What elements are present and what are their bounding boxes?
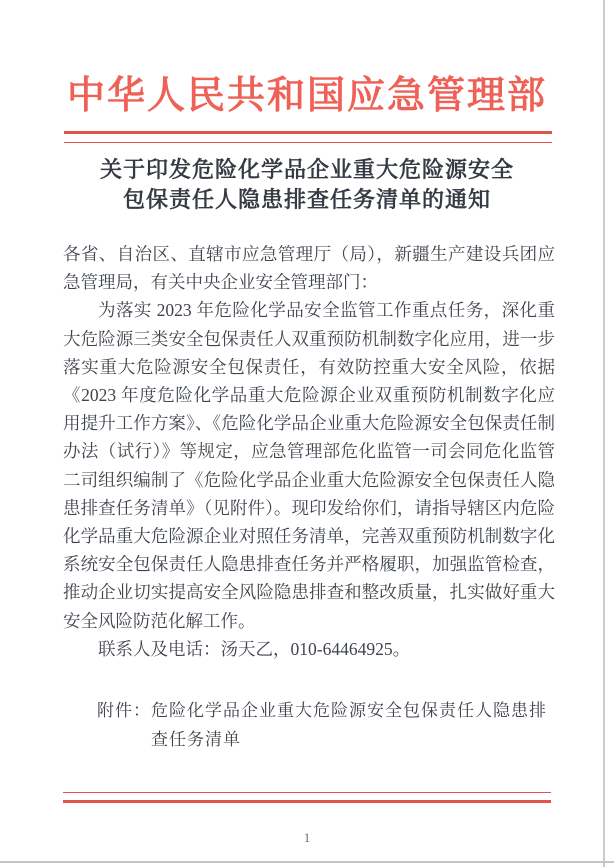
attachment-block: [97, 697, 555, 754]
letterhead-org-name: 中华人民共和国应急管理部: [66, 75, 547, 117]
document-body: [63, 240, 555, 663]
attachment-text: 危险化学品企业重大危险源安全包保责任人隐患排查任务清单: [151, 701, 547, 749]
letterhead-double-rule: [64, 131, 552, 143]
document-title-line2: 包保责任人隐患排查任务清单的通知: [122, 187, 491, 212]
footer-double-rule: [63, 792, 551, 803]
scan-edge-right: [603, 0, 605, 867]
document-title-line1: 关于印发危险化学品企业重大危险源安全: [99, 157, 514, 182]
page-number: 1: [303, 830, 311, 845]
document-title: [0, 155, 614, 215]
main-paragraph: 为落实 2023 年危险化学品安全监管工作重点任务，深化重大危险源三类安全包保责任人双重预防机制数字化应用，进一步落实重大危险源安全包保责任，有效防控重大安全风险，依据《2023 年度危险化学品重大危险源企业双重预防机制数字化应用提升工作方案》、《危险化学品企业重大危险源安全包保责任制办法（试行）》等规定，应急管理部危化监管一司会同危化监管二司组织编制了《危险化学品企业重大危险源安全包保责任人隐患排查任务清单》（见附件）。现印发给你们，请指导辖区内危险化学品重大危险源企业对照任务清单，完善双重预防机制数字化系统安全包保责任人隐患排查任务并严格履职，加强监管检查，推动企业切实提高安全风险隐患排查和整改质量，扎实做好重大安全风险防范化解工作。: [63, 300, 555, 631]
contact-line: 联系人及电话：汤天乙，010-64464925。: [98, 638, 411, 659]
salutation-paragraph: 各省、自治区、直辖市应急管理厅（局），新疆生产建设兵团应急管理局，有关中央企业安全管理部门：: [63, 244, 555, 293]
attachment-label: 附件：: [97, 701, 151, 720]
scan-edge-bottom: [0, 861, 614, 863]
